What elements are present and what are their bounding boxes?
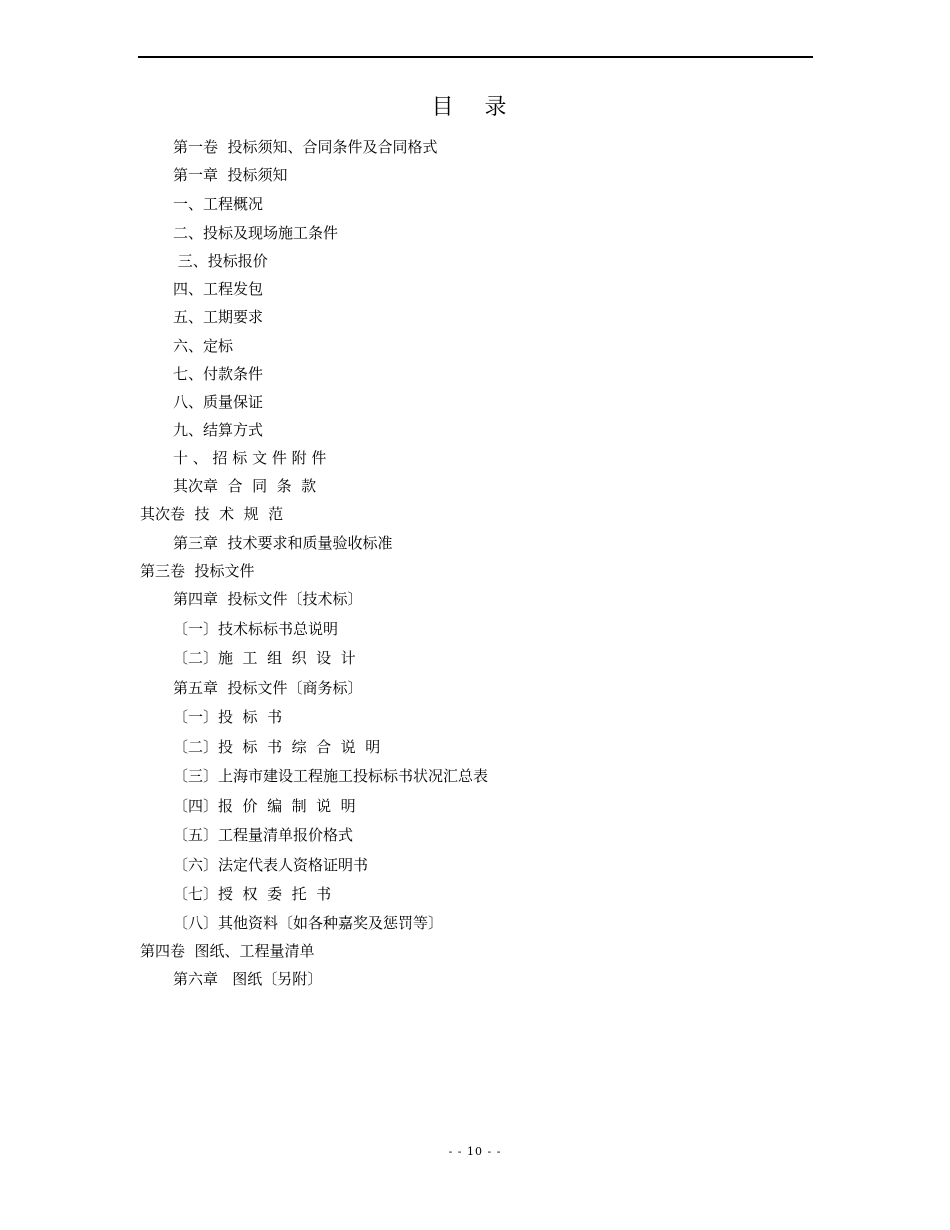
toc-entry: 第一卷 投标须知、合同条件及合同格式 (173, 138, 438, 156)
toc-entry: 第四卷 图纸、工程量清单 (140, 942, 315, 960)
toc-entry: 〔一〕技术标标书总说明 (173, 620, 339, 638)
toc-entry: 十 、 招 标 文 件 附 件 (173, 449, 327, 467)
toc-entry: 四、工程发包 (173, 280, 264, 298)
toc-entry: 〔五〕工程量清单报价格式 (173, 826, 354, 844)
toc-entry: 七、付款条件 (173, 365, 264, 383)
toc-entry: 一、工程概况 (173, 195, 264, 213)
toc-entry: 三、投标报价 (173, 252, 268, 270)
toc-entry: 〔八〕其他资料〔如各种嘉奖及惩罚等〕 (173, 914, 444, 932)
toc-entry: 六、定标 (173, 337, 234, 355)
toc-entry: 〔三〕上海市建设工程施工投标标书状况汇总表 (173, 767, 489, 785)
toc-entry: 九、结算方式 (173, 421, 264, 439)
page-number: - - 10 - - (448, 1145, 502, 1158)
toc-entry: 第六章 图纸〔另附〕 (173, 970, 323, 988)
toc-entry: 其次卷 技 术 规 范 (140, 505, 284, 523)
toc-entry: 第一章 投标须知 (173, 166, 288, 184)
toc-entry: 〔四〕报 价 编 制 说 明 (173, 797, 356, 815)
toc-entry: 其次章 合 同 条 款 (173, 477, 317, 495)
toc-entry: 二、投标及现场施工条件 (173, 224, 339, 242)
toc-entry: 第四章 投标文件〔技术标〕 (173, 590, 363, 608)
toc-entry: 八、质量保证 (173, 393, 264, 411)
toc-entry: 五、工期要求 (173, 308, 264, 326)
toc-entry: 第三章 技术要求和质量验收标准 (173, 534, 393, 552)
toc-entry: 〔六〕法定代表人资格证明书 (173, 856, 369, 874)
toc-entry: 第五章 投标文件〔商务标〕 (173, 679, 363, 697)
toc-entry: 〔七〕授 权 委 托 书 (173, 885, 332, 903)
toc-entry: 〔二〕施 工 组 织 设 计 (173, 649, 356, 667)
toc-entry: 〔一〕投 标 书 (173, 708, 283, 726)
toc-entry: 第三卷 投标文件 (140, 562, 255, 580)
page-title: 目 录 (431, 95, 519, 120)
toc-entry: 〔二〕投 标 书 综 合 说 明 (173, 738, 381, 756)
